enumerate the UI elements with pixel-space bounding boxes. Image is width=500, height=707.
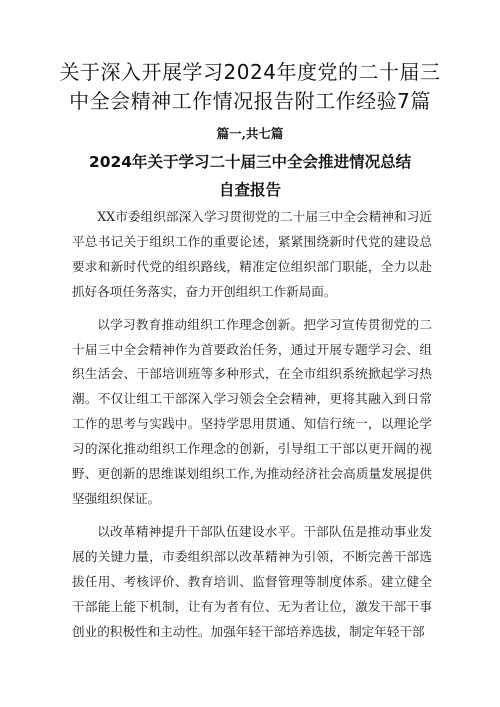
report-title-line-2: 自查报告 (218, 181, 281, 199)
document-title-line-1: 关于深入开展学习2024年度党的二十届三 (59, 60, 441, 84)
body-paragraph-study: 以学习教育推动组织工作理念创新。把学习宣传贯彻党的二十届三中全会精神作为首要政治任务，通过开展专题学习会、组织生活会、干部培训班等多种形式，在全市组织系统掀起学习热潮。不仅让组工干部深入学习领会全会精神，更将其融入到日常工作的思考与实践中。坚持学思用贯通、知信行统一，以理论学习的深化推动组织工作理念的创新，引导组工干部以更开阔的视野、更创新的思维谋划组织工作,为推动经济社会高质量发展提供坚强组织保证。 (72, 316, 432, 506)
report-title-line-1: 2024年关于学习二十届三中全会推进情况总结 (88, 153, 412, 171)
document-body (72, 205, 432, 652)
section-label: 篇一,共七篇 (216, 126, 284, 141)
document-title-line-2: 中全会精神工作情况报告附工作经验7篇 (69, 89, 431, 113)
document-title (40, 58, 460, 116)
body-paragraph-intro: XX市委组织部深入学习贯彻党的二十届三中全会精神和习近平总书记关于组织工作的重要论述，紧紧围绕新时代党的建设总要求和新时代党的组织路线，精准定位组织部门职能，全力以赴抓好各项任务落实，奋力开创组织工作新局面。 (72, 209, 432, 299)
report-title (40, 148, 460, 204)
body-paragraph-reform: 以改革精神提升干部队伍建设水平。干部队伍是推动事业发展的关键力量，市委组织部以改革精神为引领，不断完善干部选拔任用、考核评价、教育培训、监督管理等制度体系。建立健全干部能上能下机制，让有为者有位、无为者让位，激发干部干事创业的积极性和主动性。加强年轻干部培养选拔，制定年轻干部 (72, 523, 432, 639)
